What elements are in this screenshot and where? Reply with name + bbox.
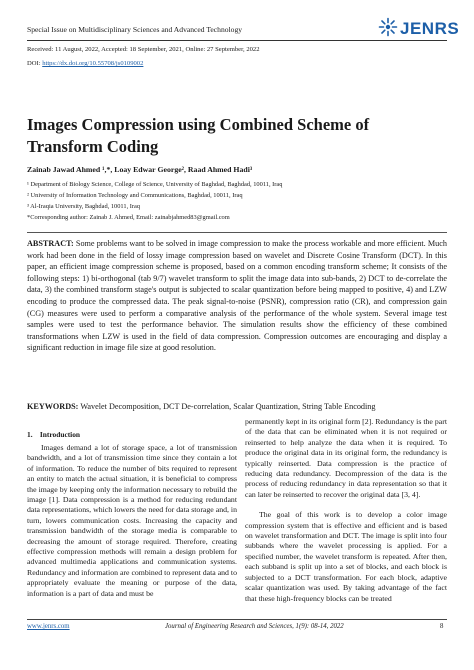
affiliation-2: ² University of Information Technology and Communications, Baghdad, 10011, Iraq (27, 192, 243, 199)
doi-label: DOI: (27, 60, 41, 67)
intro-paragraph-continued: permanently kept in its original form [2]. Redundancy is the part of the data that can be eliminated when it is not required or reinserted to help analyze the data when it is required. To produce the original data in its original form, the redundancy is typically reinserted. Data compression is the practice of reducing data redundancy. Decompression of the data is the process of reducing redundancy in data representation so that it can later be reinserted to recover the original data [3, 4]. (245, 417, 447, 499)
keywords (27, 401, 447, 413)
header-divider (27, 40, 447, 41)
abstract-label: ABSTRACT: (27, 239, 74, 248)
intro-column-left: Images demand a lot of storage space, a lot of transmission bandwidth, and a lot of transmission time since they contain a lot of information. To reduce the number of bits required to represent an entity to match the actual situation, it is beneficial to compress the image by keeping only the information necessary to rebuild the image [1]. Data compression is a method for reducing redundant data representations, which lowers the need for data storage and, in turn, lowers communication costs. Increasing the capacity and transmission bandwidth of the storage media is comparable to decreasing the amount of storage required. Therefore, creating effective compression methods will remain a design problem for advanced multimedia applications and communication systems. Redundancy and information are combined to represent data and to appropriately evaluate the meaning or purpose of the data, information is a part of data and must be (27, 443, 237, 598)
jenrs-logo-icon (378, 17, 398, 37)
paper-title: Images Compression using Combined Scheme of Transform Coding (27, 115, 370, 156)
keywords-text: Wavelet Decomposition, DCT De-correlation, Scalar Quantization, String Table Encoding (80, 402, 376, 411)
footer-website-link[interactable]: www.jenrs.com (27, 623, 70, 630)
intro-paragraph-goal: The goal of this work is to develop a color image compression system that is effective and efficient and is based on wavelet transformation and DCT. The image is split into four subbands where the wavelet processing is applied. For a specified number, the wavelet transform is repeated. After then, each subband is split up into a set of blocks, and each block is subjected to a DCT transformation. For each block, adaptive scalar quantization was used. By taking advantage of the fact that these high-frequency blocks can be treated (245, 510, 447, 603)
logo-text: JENRS (400, 19, 460, 38)
footer-divider (27, 619, 447, 620)
page-number: 8 (440, 623, 444, 630)
abstract-text: Some problems want to be solved in image compression to make the process workable and more efficient. Much work had been done in the field of lossy image compression based on wavelet and Discrete Cosine Transform (DCT). In this paper, an efficient image compression scheme is proposed, based on a common encoding transform scheme; It consists of the following steps: 1) bi-orthogonal (tab 9/7) wavelet transform to split the image data into sub-bands, 2) DCT to de-correlate the data, 3) the combined transform stage's output is subjected to scalar quantization before being mapped to positive, 4) and LZW encoding to produce the compressed data. The peak signal-to-noise (PSNR), compression ratio (CR), and compression gain (CG) measures were used to perform a comparative analysis of the performance of the whole system. Several image test samples were used to test the performance behavior. The simulation results show the efficiency of these combined transformations when LZW is used in the field of data compression. Compression outcomes are encouraging and display a significant reduction in image file size at good resolution. (27, 239, 447, 353)
footer-citation: Journal of Engineering Research and Sciences, 1(9): 08-14, 2022 (165, 623, 344, 630)
keywords-label: KEYWORDS: (27, 402, 79, 411)
doi-line (27, 60, 143, 67)
abstract (27, 238, 447, 354)
affiliation-3: ³ Al-Iraqia University, Baghdad, 10011, Iraq (27, 203, 141, 210)
received-dates: Received: 11 August, 2022, Accepted: 18 September, 2021, Online: 27 September, 2022 (27, 46, 260, 53)
abstract-divider (27, 232, 447, 233)
journal-issue-header: Special Issue on Multidisciplinary Sciences and Advanced Technology (27, 25, 243, 34)
section-heading: 1. Introduction (27, 430, 81, 439)
journal-logo[interactable] (378, 15, 458, 43)
intro-column-right (245, 417, 447, 604)
affiliation-1: ¹ Department of Biology Science, College of Science, University of Baghdad, Baghdad, 10011, Iraq (27, 181, 283, 188)
corresponding-author: *Corresponding author: Zainab J. Ahmed, Email: zainabjahmed83@gmail.com (27, 214, 230, 221)
doi-link[interactable]: https://dx.doi.org/10.55708/js0109002 (42, 60, 144, 67)
author-list: Zainab Jawad Ahmed ¹,*, Loay Edwar George², Raad Ahmed Hadi³ (27, 165, 253, 174)
